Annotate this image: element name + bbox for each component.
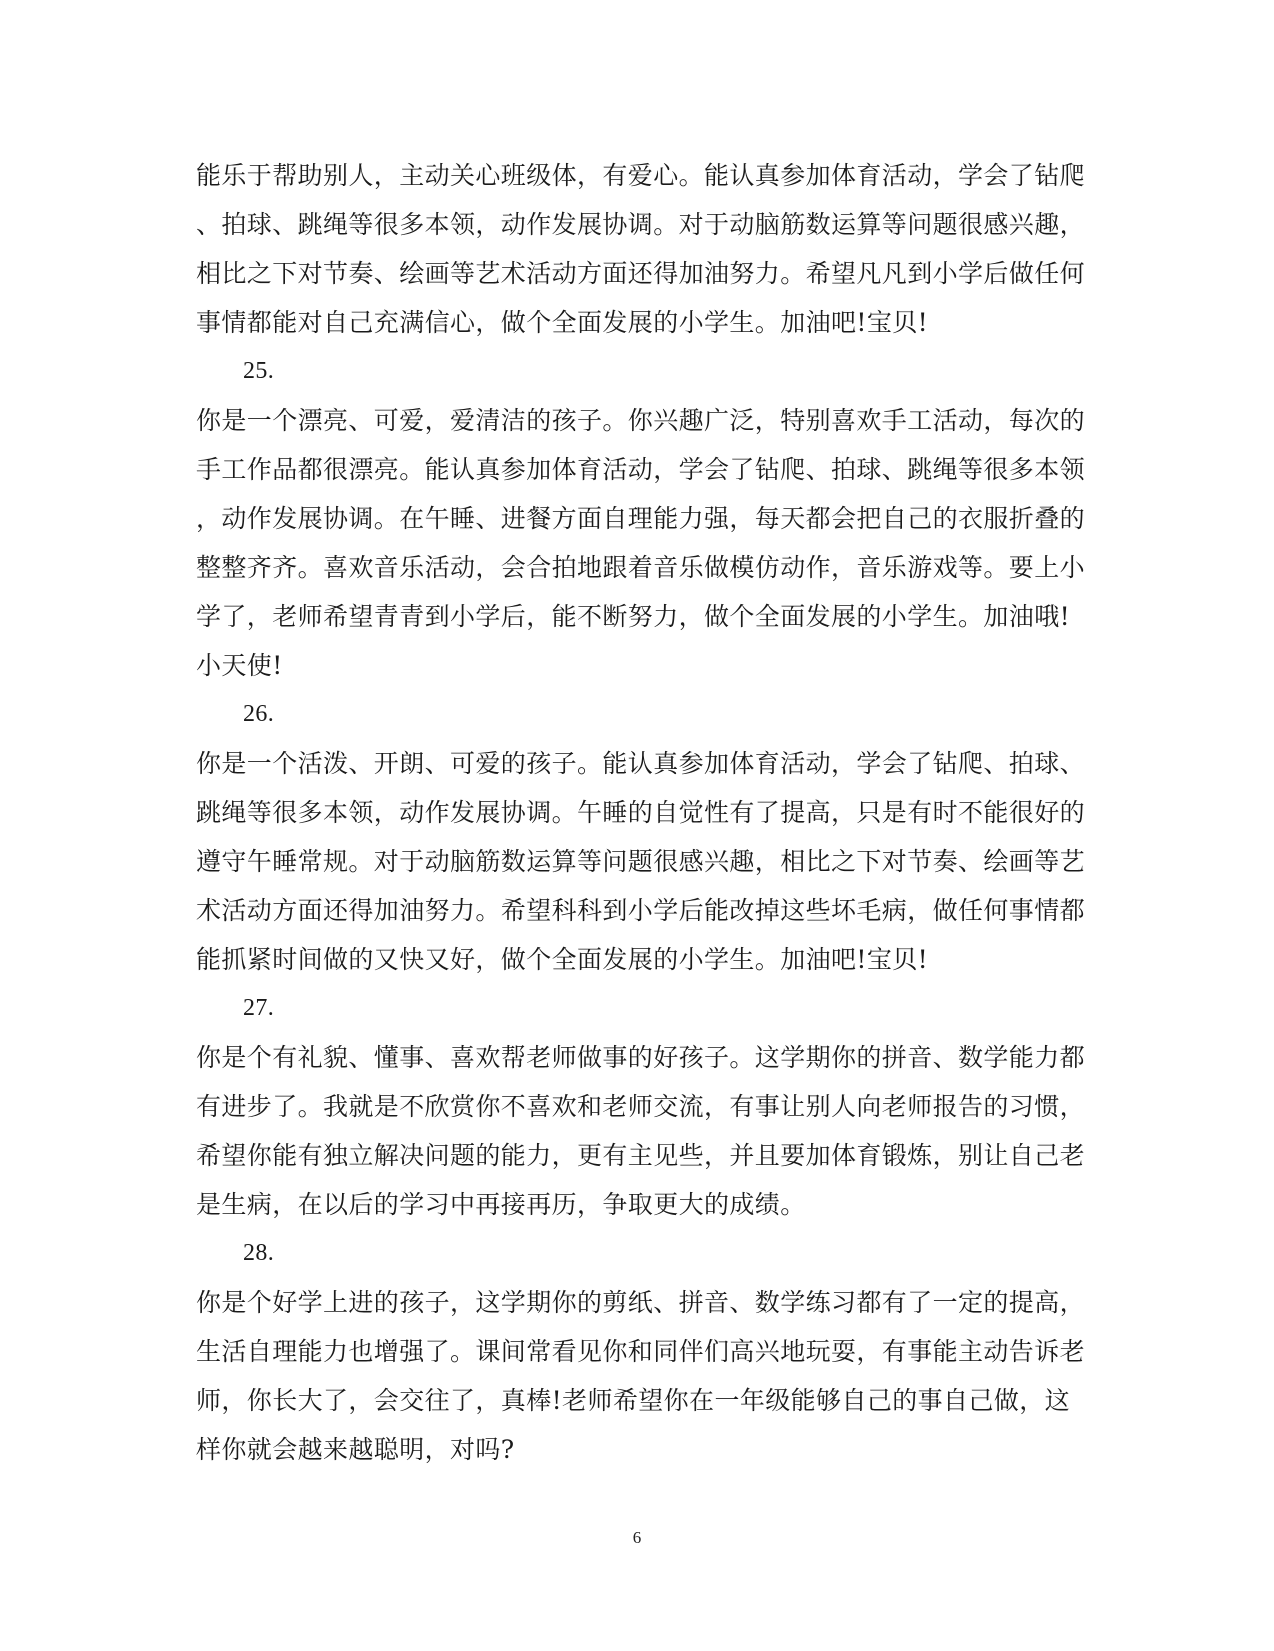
text-line: 你是个有礼貌、懂事、喜欢帮老师做事的好孩子。这学期你的拼音、数学能力都 bbox=[196, 1043, 1086, 1072]
text-line: 你是一个活泼、开朗、可爱的孩子。能认真参加体育活动，学会了钻爬、拍球、 bbox=[196, 749, 1086, 778]
text-line: 生活自理能力也增强了。课间常看见你和同伴们高兴地玩耍，有事能主动告诉老 bbox=[196, 1337, 1086, 1366]
item-number: 28. bbox=[243, 1240, 275, 1266]
page-number: 6 bbox=[632, 1528, 642, 1547]
text-line: 整整齐齐。喜欢音乐活动，会合拍地跟着音乐做模仿动作，音乐游戏等。要上小 bbox=[196, 553, 1086, 582]
item-number: 26. bbox=[243, 701, 275, 727]
text-line: 能乐于帮助别人，主动关心班级体，有爱心。能认真参加体育活动，学会了钻爬 bbox=[196, 161, 1086, 190]
text-line: 希望你能有独立解决问题的能力，更有主见些，并且要加体育锻炼，别让自己老 bbox=[196, 1141, 1086, 1170]
text-line: 跳绳等很多本领，动作发展协调。午睡的自觉性有了提高，只是有时不能很好的 bbox=[196, 798, 1086, 827]
item-number: 27. bbox=[243, 995, 275, 1021]
text-line: 你是个好学上进的孩子，这学期你的剪纸、拼音、数学练习都有了一定的提高， bbox=[196, 1288, 1086, 1317]
text-line: 你是一个漂亮、可爱，爱清洁的孩子。你兴趣广泛，特别喜欢手工活动，每次的 bbox=[196, 406, 1086, 435]
document-body bbox=[196, 151, 1086, 1474]
text-line: 能抓紧时间做的又快又好，做个全面发展的小学生。加油吧!宝贝! bbox=[196, 945, 929, 974]
text-line: 相比之下对节奏、绘画等艺术活动方面还得加油努力。希望凡凡到小学后做任何 bbox=[196, 259, 1086, 288]
text-line: 、拍球、跳绳等很多本领，动作发展协调。对于动脑筋数运算等问题很感兴趣， bbox=[196, 210, 1086, 239]
text-line: 学了，老师希望青青到小学后，能不断努力，做个全面发展的小学生。加油哦! bbox=[196, 602, 1071, 631]
text-line: 遵守午睡常规。对于动脑筋数运算等问题很感兴趣，相比之下对节奏、绘画等艺 bbox=[196, 847, 1086, 876]
item-number: 25. bbox=[243, 358, 275, 384]
text-line: 术活动方面还得加油努力。希望科科到小学后能改掉这些坏毛病，做任何事情都 bbox=[196, 896, 1086, 925]
text-line: 手工作品都很漂亮。能认真参加体育活动，学会了钻爬、拍球、跳绳等很多本领 bbox=[196, 455, 1086, 484]
text-line: 有进步了。我就是不欣赏你不喜欢和老师交流，有事让别人向老师报告的习惯， bbox=[196, 1092, 1086, 1121]
text-line: 样你就会越来越聪明，对吗? bbox=[196, 1435, 515, 1464]
text-line: 事情都能对自己充满信心，做个全面发展的小学生。加油吧!宝贝! bbox=[196, 308, 929, 337]
text-line: 是生病，在以后的学习中再接再历，争取更大的成绩。 bbox=[196, 1190, 806, 1219]
text-line: 师，你长大了，会交往了，真棒!老师希望你在一年级能够自己的事自己做，这 bbox=[196, 1386, 1071, 1415]
text-line: ，动作发展协调。在午睡、进餐方面自理能力强，每天都会把自己的衣服折叠的 bbox=[196, 504, 1086, 533]
text-line: 小天使! bbox=[196, 651, 283, 680]
